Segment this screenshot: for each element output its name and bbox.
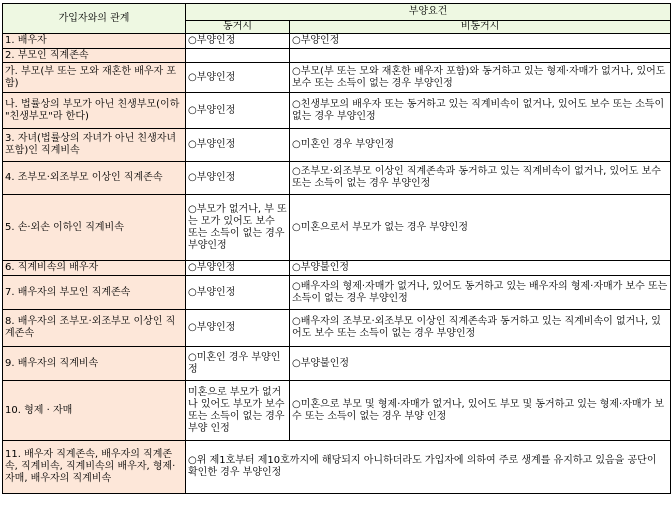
table-row <box>3 441 671 494</box>
header-support: 부양요건 <box>186 4 671 21</box>
header-cohabit: 동거시 <box>186 21 290 34</box>
header-relation: 가입자와의 관계 <box>3 4 186 34</box>
cohabit-cell: ○위 제1호부터 제10호까지에 해당되지 아니하더라도 가입자에 의하여 주로 생계를 유지하고 있음을 공단이 확인한 경우 부양인정 <box>186 441 671 494</box>
noncohabit-cell: ○미혼으로서 부모가 없는 경우 부양인정 <box>290 195 671 261</box>
noncohabit-cell: ○미혼인 경우 부양인정 <box>290 129 671 162</box>
cohabit-cell: ○부양인정 <box>186 261 290 276</box>
relation-cell: 2. 부모인 직계존속 <box>3 49 186 63</box>
cohabit-cell: ○부양인정 <box>186 310 290 347</box>
table-row <box>3 261 671 276</box>
table-row <box>3 93 671 129</box>
noncohabit-cell: ○미혼으로 부모 및 형제·자매가 없거나, 있어도 부모 및 동거하고 있는 형제·자매가 보수 또는 소득이 없는 경우 부양 인정 <box>290 381 671 441</box>
table-row <box>3 381 671 441</box>
relation-cell: 5. 손·외손 이하인 직계비속 <box>3 195 186 261</box>
cohabit-cell: ○부양인정 <box>186 162 290 195</box>
relation-cell: 3. 자녀(법률상의 자녀가 아닌 친생자녀 포함)인 직계비속 <box>3 129 186 162</box>
table-row <box>3 276 671 310</box>
table-row <box>3 129 671 162</box>
cohabit-cell: ○미혼인 경우 부양인정 <box>186 347 290 381</box>
relation-cell: 가. 부모(부 또는 모와 재혼한 배우자 포함) <box>3 63 186 93</box>
noncohabit-cell: ○조부모·외조부모 이상인 직계존속과 동거하고 있는 직계비속이 없거나, 있어도 보수 또는 소득이 없는 경우 부양인정 <box>290 162 671 195</box>
cohabit-cell: ○부양인정 <box>186 34 290 49</box>
relation-cell: 11. 배우자 직계존속, 배우자의 직계존속, 직계비속, 직계비속의 배우자, 형제·자매, 배우자의 직계비속 <box>3 441 186 494</box>
noncohabit-cell: ○배우자의 형제·자매가 없거나, 있어도 동거하고 있는 배우자의 형제·자매가 보수 또는 소득이 없는 경우 부양인정 <box>290 276 671 310</box>
header-row-1 <box>3 4 671 21</box>
cohabit-cell: ○부모가 없거나, 부 또는 모가 있어도 보수 또는 소득이 없는 경우 부양인정 <box>186 195 290 261</box>
relation-cell: 7. 배우자의 부모인 직계존속 <box>3 276 186 310</box>
relation-cell: 나. 법률상의 부모가 아닌 친생부모(이하 "친생부모"라 한다) <box>3 93 186 129</box>
cohabit-cell <box>186 49 290 63</box>
table-row <box>3 49 671 63</box>
table-row <box>3 162 671 195</box>
cohabit-cell: ○부양인정 <box>186 129 290 162</box>
relation-cell: 9. 배우자의 직계비속 <box>3 347 186 381</box>
noncohabit-cell: ○부양불인정 <box>290 261 671 276</box>
noncohabit-cell: ○친생부모의 배우자 또는 동거하고 있는 직계비속이 없거나, 있어도 보수 또는 소득이 없는 경우 부양인정 <box>290 93 671 129</box>
noncohabit-cell: ○부모(부 또는 모와 재혼한 배우자 포함)와 동거하고 있는 형제·자매가 없거나, 있어도 보수 또는 소득이 없는 경우 부양인정 <box>290 63 671 93</box>
table-row <box>3 34 671 49</box>
cohabit-cell: ○부양인정 <box>186 276 290 310</box>
relation-cell: 8. 배우자의 조부모·외조부모 이상인 직계존속 <box>3 310 186 347</box>
noncohabit-cell: ○배우자의 조부모·외조부모 이상인 직계존속과 동거하고 있는 직계비속이 없거나, 있어도 보수 또는 소득이 없는 경우 부양인정 <box>290 310 671 347</box>
cohabit-cell: ○부양인정 <box>186 63 290 93</box>
cohabit-cell: ○부양인정 <box>186 93 290 129</box>
table-row <box>3 347 671 381</box>
dependent-support-table <box>2 3 671 494</box>
cohabit-cell: 미혼으로 부모가 없거나 있어도 부모가 보수 또는 소득이 없는 경우 부양 인정 <box>186 381 290 441</box>
relation-cell: 1. 배우자 <box>3 34 186 49</box>
table-row <box>3 63 671 93</box>
header-noncohabit: 비동거시 <box>290 21 671 34</box>
noncohabit-cell: ○부양불인정 <box>290 347 671 381</box>
relation-cell: 6. 직계비속의 배우자 <box>3 261 186 276</box>
table-row <box>3 195 671 261</box>
noncohabit-cell: ○부양인정 <box>290 34 671 49</box>
table-row <box>3 310 671 347</box>
relation-cell: 10. 형제 · 자매 <box>3 381 186 441</box>
relation-cell: 4. 조부모·외조부모 이상인 직계존속 <box>3 162 186 195</box>
noncohabit-cell <box>290 49 671 63</box>
